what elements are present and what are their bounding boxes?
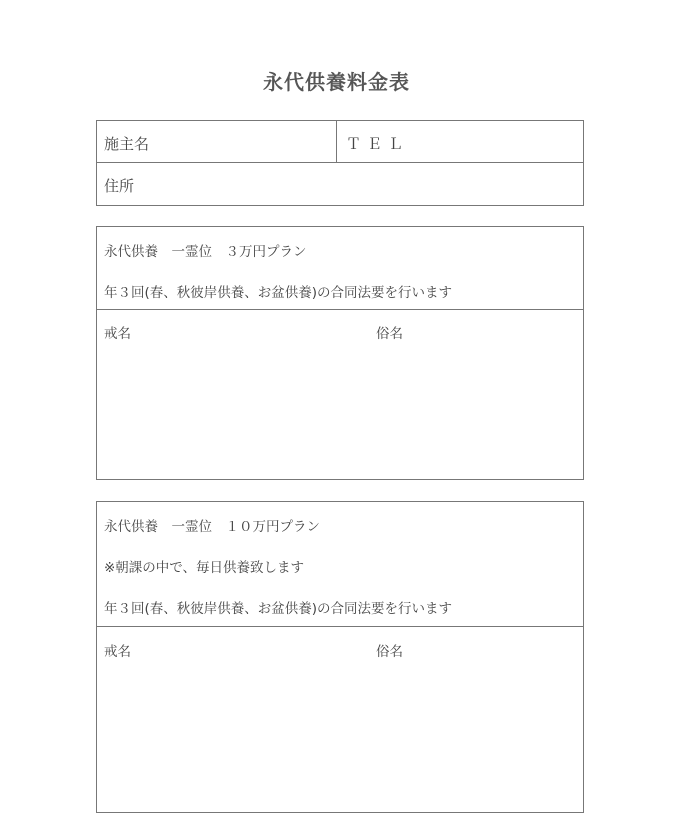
applicant-tel-label: ＴＥＬ [346, 135, 410, 153]
plan-note: 年３回(春、秋彼岸供養、お盆供養)の合同法要を行います [104, 601, 453, 617]
name-tel-divider [336, 121, 337, 163]
plan-heading: 永代供養 一霊位 １０万円プラン [104, 519, 320, 535]
plan-box-30000 [96, 226, 584, 480]
kaimyo-label: 戒名 [104, 326, 131, 342]
document-title: 永代供養料金表 [263, 70, 410, 94]
zokumyo-label: 俗名 [376, 644, 403, 660]
applicant-name-label: 施主名 [104, 135, 150, 153]
plan-divider [97, 626, 583, 627]
applicant-address-label: 住所 [104, 177, 135, 195]
plan-divider [97, 309, 583, 310]
zokumyo-label: 俗名 [376, 326, 403, 342]
plan-note: ※朝課の中で、毎日供養致します [104, 560, 305, 576]
applicant-row-name-tel [97, 121, 583, 163]
kaimyo-label: 戒名 [104, 644, 131, 660]
applicant-info-box [96, 120, 584, 206]
plan-note: 年３回(春、秋彼岸供養、お盆供養)の合同法要を行います [104, 285, 453, 301]
plan-heading: 永代供養 一霊位 ３万円プラン [104, 244, 307, 260]
plan-box-100000 [96, 501, 584, 813]
